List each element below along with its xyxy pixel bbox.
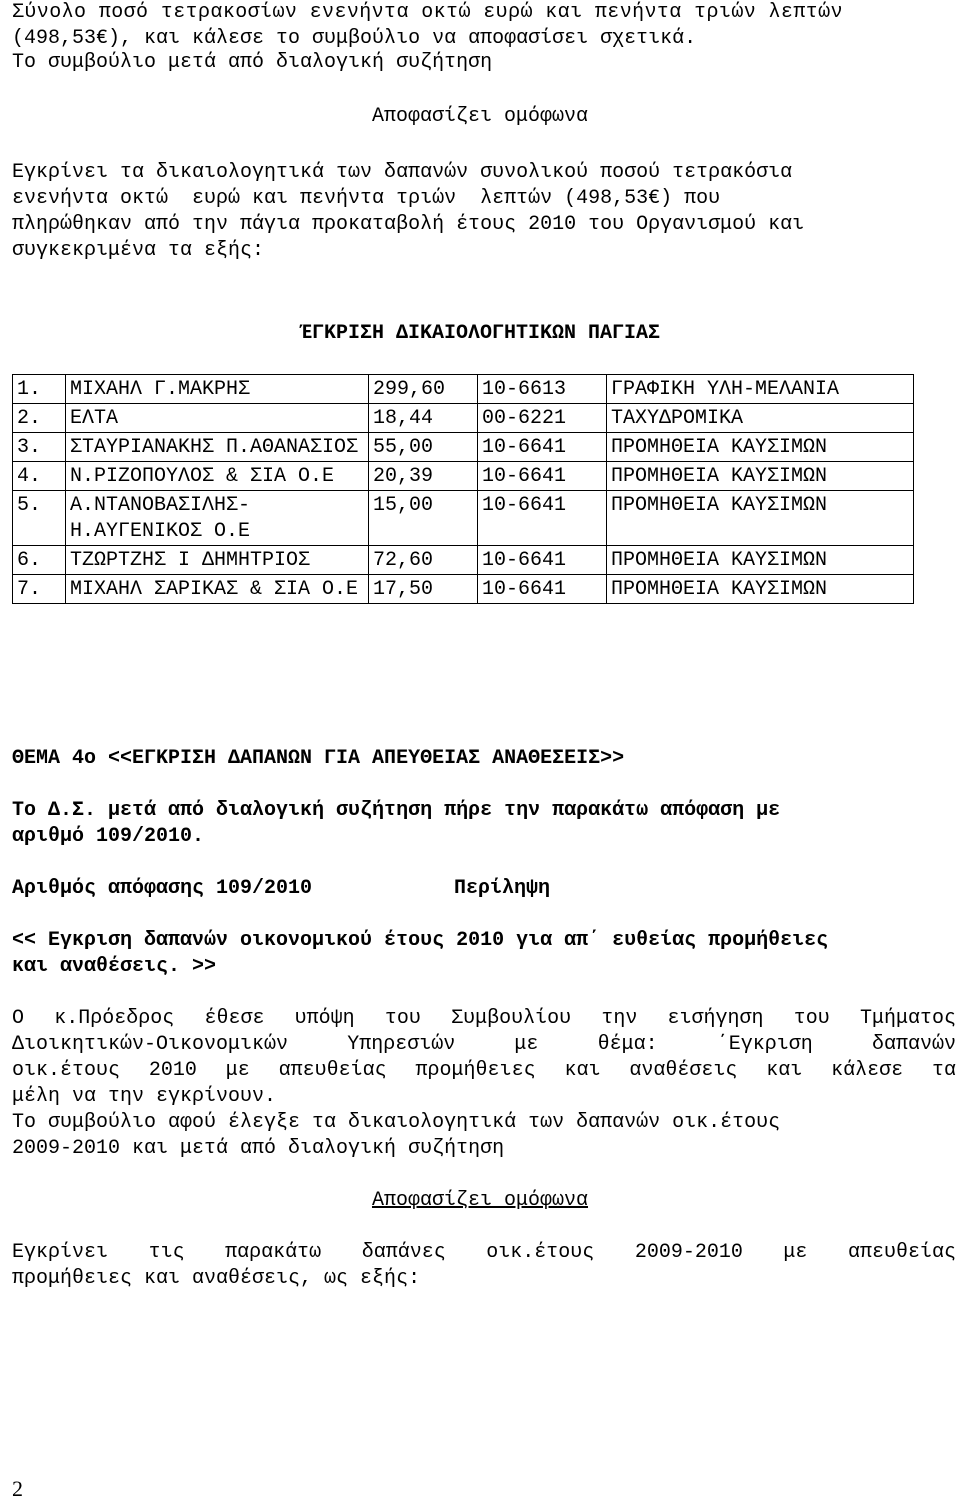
row-name: ΜΙΧΑΗΛ ΣΑΡΙΚΑΣ & ΣΙΑ Ο.Ε [66, 575, 369, 604]
row-description: ΠΡΟΜΗΘΕΙΑ ΚΑΥΣΙΜΩΝ [607, 575, 914, 604]
topic-heading: ΘΕΜΑ 4ο <<ΕΓΚΡΙΣΗ ΔΑΠΑΝΩΝ ΓΙΑ ΑΠΕΥΘΕΙΑΣ ΑΝΑΘΕΣΕΙΣ>> [12, 747, 625, 770]
board-line-1: Το Δ.Σ. μετά από διαλογική συζήτηση πήρε την παρακάτω απόφαση με [12, 799, 781, 822]
row-amount: 55,00 [369, 433, 478, 462]
table-row [13, 546, 914, 575]
table-title: ΈΓΚΡΙΣΗ ΔΙΚΑΙΟΛΟΓΗΤΙΚΩΝ ΠΑΓΙΑΣ [299, 322, 661, 345]
table-row [13, 575, 914, 604]
row-code: 10-6641 [478, 546, 607, 575]
row-name: ΣΤΑΥΡΙΑΝΑΚΗΣ Π.ΑΘΑΝΑΣΙΟΣ [66, 433, 369, 462]
row-amount: 18,44 [369, 404, 478, 433]
intro-line-2: (498,53€), και κάλεσε το συμβούλιο να αποφασίσει σχετικά. [12, 27, 697, 50]
row-number: 6. [13, 546, 66, 575]
intro-line-1: Σύνολο ποσό τετρακοσίων ενενήντα οκτώ ευρώ και πενήντα τριών λεπτών [12, 1, 843, 24]
row-number: 2. [13, 404, 66, 433]
table-row [13, 404, 914, 433]
decision-heading-2: Αποφασίζει ομόφωνα [371, 1189, 589, 1212]
body-line-4: μέλη να την εγκρίνουν. [12, 1085, 277, 1108]
row-description: ΓΡΑΦΙΚΗ ΥΛΗ-ΜΕΛΑΝΙΑ [607, 375, 914, 404]
body-line-1: Ο κ.Πρόεδρος έθεσε υπόψη του Συμβουλίου την εισήγηση του Τμήματος [12, 1007, 956, 1030]
row-number: 4. [13, 462, 66, 491]
row-amount: 72,60 [369, 546, 478, 575]
body-line-3: οικ.έτους 2010 με απευθείας προμήθειες και αναθέσεις και κάλεσε τα [12, 1059, 956, 1082]
row-description: ΠΡΟΜΗΘΕΙΑ ΚΑΥΣΙΜΩΝ [607, 546, 914, 575]
table-row [13, 462, 914, 491]
row-number: 3. [13, 433, 66, 462]
table-row [13, 491, 914, 546]
row-code: 10-6641 [478, 462, 607, 491]
approval-line-2: ενενήντα οκτώ ευρώ και πενήντα τριών λεπτών (498,53€) που [12, 187, 721, 210]
row-number: 7. [13, 575, 66, 604]
row-amount: 20,39 [369, 462, 478, 491]
row-code: 10-6641 [478, 433, 607, 462]
row-code: 10-6613 [478, 375, 607, 404]
summary-line-1: << Εγκριση δαπανών οικονομικού έτους 2010 για απ΄ ευθείας προμήθειες [12, 929, 829, 952]
decision-number-label: Αριθμός απόφασης 109/2010 [12, 877, 313, 900]
approval-line-3: πληρώθηκαν από την πάγια προκαταβολή έτους 2010 του Οργανισμού και [12, 213, 805, 236]
row-name: ΜΙΧΑΗΛ Γ.ΜΑΚΡΗΣ [66, 375, 369, 404]
row-name: ΤΖΩΡΤΖΗΣ Ι ΔΗΜΗΤΡΙΟΣ [66, 546, 369, 575]
expenses-table [12, 374, 914, 604]
row-amount: 299,60 [369, 375, 478, 404]
row-number: 1. [13, 375, 66, 404]
row-number: 5. [13, 491, 66, 546]
row-description: ΠΡΟΜΗΘΕΙΑ ΚΑΥΣΙΜΩΝ [607, 491, 914, 546]
row-amount: 17,50 [369, 575, 478, 604]
final-line-1: Εγκρίνει τις παρακάτω δαπάνες οικ.έτους 2009-2010 με απευθείας [12, 1241, 956, 1264]
row-amount: 15,00 [369, 491, 478, 546]
row-code: 00-6221 [478, 404, 607, 433]
decision-heading-1: Αποφασίζει ομόφωνα [371, 105, 589, 128]
row-name: Ν.ΡΙΖΟΠΟΥΛΟΣ & ΣΙΑ Ο.Ε [66, 462, 369, 491]
body-line-2: Διοικητικών-Οικονομικών Υπηρεσιών με θέμα: ΄Εγκριση δαπανών [12, 1033, 956, 1056]
row-name: Α.ΝΤΑΝΟΒΑΣΙΛΗΣ- Η.ΑΥΓΕΝΙΚΟΣ Ο.Ε [66, 491, 369, 546]
row-description: ΠΡΟΜΗΘΕΙΑ ΚΑΥΣΙΜΩΝ [607, 462, 914, 491]
intro-line-3: Το συμβούλιο μετά από διαλογική συζήτηση [12, 51, 493, 74]
body-line-6: 2009-2010 και μετά από διαλογική συζήτηση [12, 1137, 505, 1160]
body-line-5: Το συμβούλιο αφού έλεγξε τα δικαιολογητικά των δαπανών οικ.έτους [12, 1111, 781, 1134]
summary-line-2: και αναθέσεις. >> [12, 955, 217, 978]
approval-line-1: Εγκρίνει τα δικαιολογητικά των δαπανών συνολικού ποσού τετρακόσια [12, 161, 793, 184]
final-line-2: προμήθειες και αναθέσεις, ως εξής: [12, 1267, 421, 1290]
page-number: 2 [12, 1476, 23, 1501]
row-description: ΠΡΟΜΗΘΕΙΑ ΚΑΥΣΙΜΩΝ [607, 433, 914, 462]
table-row [13, 433, 914, 462]
table-row [13, 375, 914, 404]
row-description: ΤΑΧΥΔΡΟΜΙΚΑ [607, 404, 914, 433]
board-line-2: αριθμό 109/2010. [12, 825, 205, 848]
row-code: 10-6641 [478, 491, 607, 546]
approval-line-4: συγκεκριμένα τα εξής: [12, 239, 265, 262]
summary-label: Περίληψη [454, 877, 551, 900]
row-code: 10-6641 [478, 575, 607, 604]
row-name: ΕΛΤΑ [66, 404, 369, 433]
